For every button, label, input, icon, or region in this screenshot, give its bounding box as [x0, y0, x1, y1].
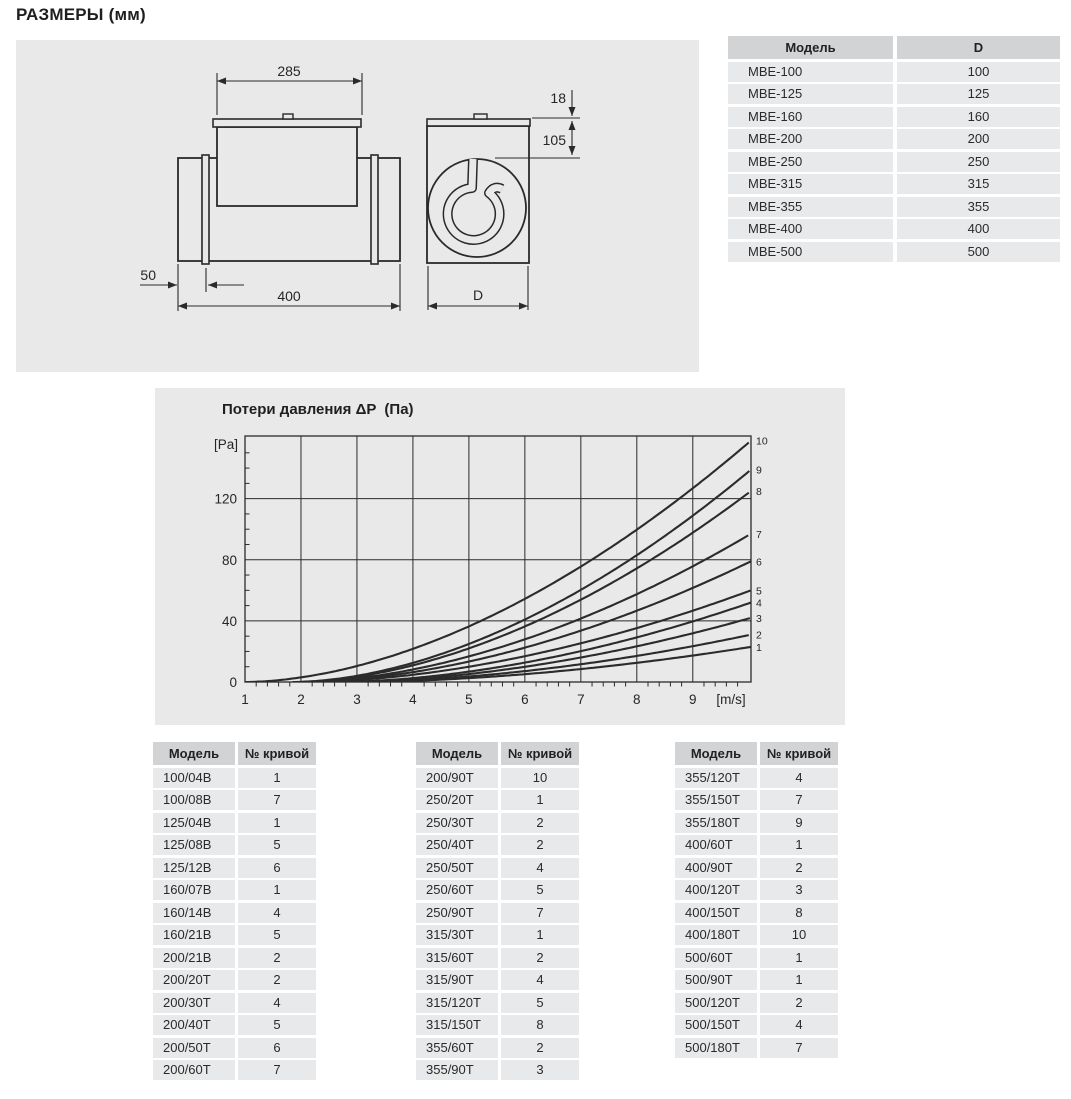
table-row	[675, 903, 838, 923]
table-cell-model: 250/40T	[416, 835, 498, 855]
table-cell-model: МВЕ-250	[728, 152, 893, 172]
curve-table-1	[153, 742, 316, 1083]
chart-title: Потери давления ΔP (Па)	[222, 401, 414, 418]
x-tick-label: 5	[465, 692, 473, 707]
table-cell-value: 4	[760, 768, 838, 788]
table-cell-model: 160/14B	[153, 903, 235, 923]
table-cell-value: 4	[501, 858, 579, 878]
table-cell-model: 315/90T	[416, 970, 498, 990]
table-cell-value: 1	[238, 768, 316, 788]
table-header-cell: Модель	[153, 742, 235, 765]
pressure-loss-chart	[155, 388, 845, 725]
pressure-loss-chart-panel	[155, 388, 845, 725]
table-row	[153, 993, 316, 1013]
table-cell-model: МВЕ-315	[728, 174, 893, 194]
table-cell-model: 355/120T	[675, 768, 757, 788]
end-view-knob	[474, 114, 487, 119]
table-cell-value: 3	[760, 880, 838, 900]
dimension-label-285: 285	[277, 63, 301, 79]
table-cell-model: 200/20T	[153, 970, 235, 990]
table-cell-model: 315/150T	[416, 1015, 498, 1035]
table-row	[416, 813, 579, 833]
table-row	[416, 880, 579, 900]
dimension-label-400: 400	[277, 288, 301, 304]
table-row	[675, 835, 838, 855]
curve-table-2	[416, 742, 579, 1083]
table-cell-model: 355/150T	[675, 790, 757, 810]
table-cell-value: 5	[501, 880, 579, 900]
table-cell-value: 7	[238, 790, 316, 810]
table-cell-model: 200/21B	[153, 948, 235, 968]
end-view-lid	[427, 119, 530, 126]
table-header-cell: № кривой	[238, 742, 316, 765]
table-header-cell: Модель	[675, 742, 757, 765]
table-cell-value: 1	[760, 948, 838, 968]
table-cell-model: 200/30T	[153, 993, 235, 1013]
table-cell-model: 125/12B	[153, 858, 235, 878]
table-cell-value: 125	[897, 84, 1060, 104]
table-cell-model: 250/20T	[416, 790, 498, 810]
table-header-row	[153, 742, 316, 765]
table-row	[675, 1038, 838, 1058]
table-cell-model: 200/50T	[153, 1038, 235, 1058]
x-tick-label: 8	[633, 692, 641, 707]
table-cell-model: 315/60T	[416, 948, 498, 968]
table-cell-model: 355/60T	[416, 1038, 498, 1058]
curve-line-10	[245, 443, 749, 683]
table-row	[153, 903, 316, 923]
table-row	[728, 242, 1060, 262]
table-cell-model: МВЕ-160	[728, 107, 893, 127]
table-cell-value: 5	[238, 925, 316, 945]
y-tick-label: 40	[221, 613, 237, 629]
dimension-label-105: 105	[542, 132, 566, 148]
table-cell-value: 5	[238, 835, 316, 855]
table-cell-value: 2	[501, 813, 579, 833]
table-cell-model: 200/40T	[153, 1015, 235, 1035]
table-row	[153, 970, 316, 990]
table-cell-model: 355/90T	[416, 1060, 498, 1080]
flange-right	[371, 155, 378, 264]
table-row	[675, 768, 838, 788]
table-cell-value: 200	[897, 129, 1060, 149]
table-cell-model: 200/90T	[416, 768, 498, 788]
table-cell-value: 315	[897, 174, 1060, 194]
table-cell-model: 250/50T	[416, 858, 498, 878]
table-cell-model: 100/08B	[153, 790, 235, 810]
table-row	[416, 970, 579, 990]
table-row	[675, 925, 838, 945]
table-row	[416, 858, 579, 878]
table-row	[416, 1060, 579, 1080]
table-cell-value: 1	[238, 880, 316, 900]
table-row	[153, 790, 316, 810]
table-cell-model: МВЕ-100	[728, 62, 893, 82]
table-cell-value: 3	[501, 1060, 579, 1080]
table-cell-value: 1	[760, 835, 838, 855]
table-cell-value: 4	[238, 993, 316, 1013]
technical-drawing	[16, 40, 699, 372]
table-cell-value: 8	[760, 903, 838, 923]
table-cell-model: 250/60T	[416, 880, 498, 900]
table-row	[728, 152, 1060, 172]
table-row	[416, 768, 579, 788]
table-cell-value: 4	[501, 970, 579, 990]
table-cell-value: 355	[897, 197, 1060, 217]
x-tick-label: 4	[409, 692, 417, 707]
plot-border	[245, 436, 751, 682]
table-cell-model: 250/90T	[416, 903, 498, 923]
table-cell-value: 1	[501, 790, 579, 810]
table-cell-model: 100/04B	[153, 768, 235, 788]
table-cell-model: 400/180T	[675, 925, 757, 945]
table-cell-model: 125/08B	[153, 835, 235, 855]
x-tick-label: 1	[241, 692, 249, 707]
table-row	[416, 1038, 579, 1058]
table-cell-model: 400/120T	[675, 880, 757, 900]
table-cell-model: 125/04B	[153, 813, 235, 833]
table-cell-value: 2	[501, 1038, 579, 1058]
curve-label-4: 4	[756, 597, 762, 610]
table-row	[728, 197, 1060, 217]
table-row	[153, 858, 316, 878]
table-row	[153, 768, 316, 788]
table-cell-value: 2	[501, 948, 579, 968]
table-row	[153, 835, 316, 855]
lid-knob	[283, 114, 293, 119]
table-cell-value: 2	[238, 948, 316, 968]
table-row	[153, 1015, 316, 1035]
table-row	[675, 880, 838, 900]
table-cell-model: 250/30T	[416, 813, 498, 833]
table-row	[416, 925, 579, 945]
flange-left	[202, 155, 209, 264]
table-cell-value: 500	[897, 242, 1060, 262]
table-cell-value: 100	[897, 62, 1060, 82]
dimensions-drawing-panel	[16, 40, 699, 372]
table-cell-value: 4	[760, 1015, 838, 1035]
table-row	[416, 835, 579, 855]
table-header-row	[416, 742, 579, 765]
table-cell-value: 250	[897, 152, 1060, 172]
table-cell-model: 500/90T	[675, 970, 757, 990]
table-header-cell: D	[897, 36, 1060, 59]
table-cell-model: 400/90T	[675, 858, 757, 878]
table-cell-value: 1	[238, 813, 316, 833]
table-row	[153, 925, 316, 945]
table-cell-value: 7	[501, 903, 579, 923]
table-cell-value: 2	[501, 835, 579, 855]
table-cell-value: 6	[238, 858, 316, 878]
curve-label-1: 1	[756, 641, 762, 654]
curve-label-2: 2	[756, 629, 762, 642]
table-row	[728, 107, 1060, 127]
table-header-cell: № кривой	[501, 742, 579, 765]
table-cell-value: 10	[501, 768, 579, 788]
x-axis-unit-label: [m/s]	[716, 692, 746, 707]
table-cell-model: 500/180T	[675, 1038, 757, 1058]
x-tick-label: 2	[297, 692, 305, 707]
table-row	[416, 903, 579, 923]
table-cell-model: МВЕ-125	[728, 84, 893, 104]
table-cell-model: 315/30T	[416, 925, 498, 945]
curve-label-7: 7	[756, 528, 762, 541]
table-row	[675, 1015, 838, 1035]
table-header-row	[728, 36, 1060, 59]
dimension-label-50: 50	[140, 267, 156, 283]
table-cell-value: 400	[897, 219, 1060, 239]
table-row	[153, 948, 316, 968]
curve-label-6: 6	[756, 556, 762, 569]
y-tick-label: 80	[221, 552, 237, 568]
table-row	[416, 790, 579, 810]
table-row	[675, 858, 838, 878]
table-cell-model: 400/150T	[675, 903, 757, 923]
table-row	[675, 993, 838, 1013]
table-cell-model: МВЕ-400	[728, 219, 893, 239]
curve-label-8: 8	[756, 486, 762, 499]
table-row	[416, 1015, 579, 1035]
dimension-label-D: D	[472, 287, 484, 303]
table-cell-model: МВЕ-355	[728, 197, 893, 217]
table-row	[153, 813, 316, 833]
x-tick-label: 3	[353, 692, 361, 707]
table-row	[153, 880, 316, 900]
table-cell-value: 2	[760, 993, 838, 1013]
table-cell-value: 6	[238, 1038, 316, 1058]
curves-group	[245, 443, 751, 683]
table-row	[416, 948, 579, 968]
y-tick-label: 120	[214, 491, 237, 507]
table-cell-value: 1	[501, 925, 579, 945]
table-header-cell: Модель	[728, 36, 893, 59]
curve-label-5: 5	[756, 585, 762, 598]
curve-label-10: 10	[756, 435, 768, 448]
x-tick-label: 9	[689, 692, 697, 707]
table-cell-value: 8	[501, 1015, 579, 1035]
table-row	[728, 174, 1060, 194]
box-lid	[213, 119, 361, 127]
end-view	[427, 114, 530, 263]
table-row	[153, 1060, 316, 1080]
table-cell-model: 500/60T	[675, 948, 757, 968]
table-cell-value: 1	[760, 970, 838, 990]
table-cell-value: 5	[501, 993, 579, 1013]
model-diameter-table	[728, 36, 1060, 264]
table-row	[675, 970, 838, 990]
dimension-label-18: 18	[550, 90, 566, 106]
table-cell-model: 400/60T	[675, 835, 757, 855]
table-cell-value: 9	[760, 813, 838, 833]
terminal-box	[217, 127, 357, 206]
table-cell-value: 7	[238, 1060, 316, 1080]
side-view	[178, 114, 400, 264]
table-cell-model: 160/07B	[153, 880, 235, 900]
table-row	[416, 993, 579, 1013]
table-cell-value: 10	[760, 925, 838, 945]
x-tick-label: 7	[577, 692, 585, 707]
curve-label-9: 9	[756, 464, 762, 477]
table-cell-model: 200/60T	[153, 1060, 235, 1080]
table-row	[728, 84, 1060, 104]
table-row	[728, 129, 1060, 149]
table-header-cell: Модель	[416, 742, 498, 765]
curve-label-3: 3	[756, 612, 762, 625]
table-header-cell: № кривой	[760, 742, 838, 765]
x-tick-label: 6	[521, 692, 529, 707]
curve-line-8	[295, 493, 748, 682]
table-row	[675, 948, 838, 968]
table-row	[675, 813, 838, 833]
table-cell-model: МВЕ-200	[728, 129, 893, 149]
table-row	[153, 1038, 316, 1058]
table-cell-value: 7	[760, 1038, 838, 1058]
table-cell-model: 160/21B	[153, 925, 235, 945]
y-tick-label: 0	[229, 675, 237, 690]
table-cell-model: 315/120T	[416, 993, 498, 1013]
table-row	[675, 790, 838, 810]
table-cell-value: 160	[897, 107, 1060, 127]
curve-table-3	[675, 742, 838, 1060]
table-row	[728, 62, 1060, 82]
table-cell-value: 7	[760, 790, 838, 810]
table-cell-model: 500/150T	[675, 1015, 757, 1035]
table-cell-model: 500/120T	[675, 993, 757, 1013]
y-axis-unit-label: [Pa]	[213, 437, 238, 452]
table-cell-model: МВЕ-500	[728, 242, 893, 262]
table-cell-value: 5	[238, 1015, 316, 1035]
table-row	[728, 219, 1060, 239]
table-cell-value: 4	[238, 903, 316, 923]
table-cell-value: 2	[238, 970, 316, 990]
curve-line-9	[293, 471, 750, 682]
table-cell-value: 2	[760, 858, 838, 878]
table-header-row	[675, 742, 838, 765]
table-cell-model: 355/180T	[675, 813, 757, 833]
curve-line-7	[298, 535, 748, 682]
page-title: РАЗМЕРЫ (мм)	[16, 5, 146, 24]
